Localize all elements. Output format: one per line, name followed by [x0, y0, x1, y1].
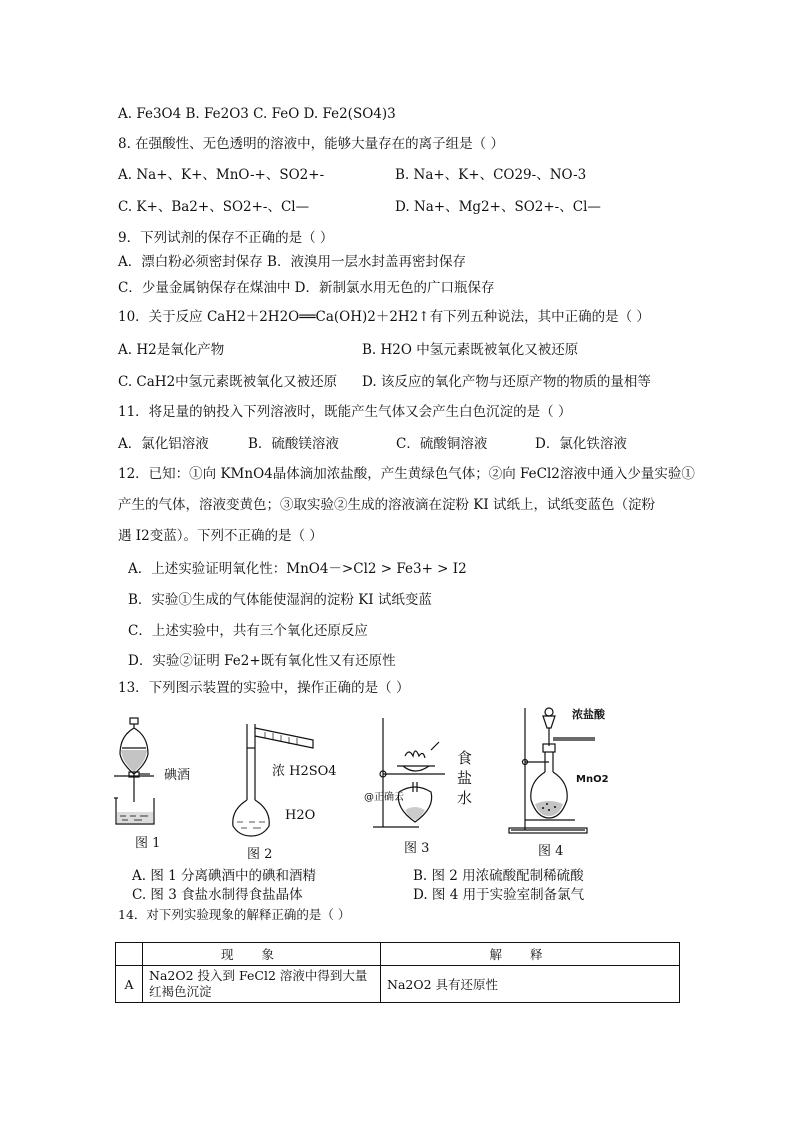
table-cell-phenomenon: Na2O2 投入到 FeCl2 溶液中得到大量红褐色沉淀: [143, 966, 381, 1003]
figure-4-caption: 图 4: [538, 844, 564, 859]
q8-option-b: B. Na+、K+、CO29-、NO-3: [395, 167, 587, 183]
q11-stem: 11．将足量的钠投入下列溶液时，既能产生气体又会产生白色沉淀的是（ ）: [118, 404, 572, 420]
table-cell-explain: Na2O2 具有还原性: [381, 966, 680, 1003]
figure-1-label: 碘酒: [164, 768, 191, 783]
q12-option-a: A．上述实验证明氧化性：MnO4－>Cl2 > Fe3+ > I2: [128, 561, 467, 577]
figure-1-separating-funnel: [110, 712, 210, 832]
q8-option-d: D. Na+、Mg2+、SO2+-、Cl—: [395, 199, 601, 215]
q8-stem: 8. 在强酸性、无色透明的溶液中，能够大量存在的离子组是（ ）: [118, 136, 504, 152]
q11-option-c: C．硫酸铜溶液: [396, 436, 488, 452]
q9-stem: 9．下列试剂的保存不正确的是（ ）: [118, 230, 334, 246]
figure-2-volumetric-flask: [225, 718, 325, 843]
q10-stem: 10．关于反应 CaH2＋2H2O══Ca(OH)2＋2H2↑有下列五种说法，其中正确的是（ ）: [118, 309, 650, 325]
q12-option-b: B．实验①生成的气体能使湿润的淀粉 KI 试纸变蓝: [128, 592, 432, 608]
table-row-label: A: [116, 966, 143, 1003]
q13-option-a: A. 图 1 分离碘酒中的碘和酒精: [132, 868, 317, 884]
table-row: [116, 966, 680, 1003]
figure-3-evaporation-setup: [365, 712, 465, 837]
q11-option-b: B．硫酸镁溶液: [248, 436, 339, 452]
q8-option-a: A. Na+、K+、MnO-+、SO2+-: [118, 167, 325, 183]
q13-option-b: B. 图 2 用浓硫酸配制稀硫酸: [413, 868, 584, 884]
table-header-explain: 解释: [381, 943, 680, 966]
q11-option-d: D．氯化铁溶液: [535, 436, 627, 452]
figure-2-caption: 图 2: [247, 847, 273, 862]
figure-3-caption: 图 3: [404, 841, 430, 856]
figure-2-water-label: H2O: [285, 808, 316, 823]
q12-stem-line2: 产生的气体，溶液变黄色；③取实验②生成的溶液滴在淀粉 KI 试纸上，试纸变蓝色（淀粉: [118, 497, 655, 513]
q12-option-d: D．实验②证明 Fe2+既有氧化性又有还原性: [128, 653, 396, 669]
table-header-row: [116, 943, 680, 966]
q14-stem: 14．对下列实验现象的解释正确的是（ ）: [118, 907, 351, 922]
q13-stem: 13．下列图示装置的实验中，操作正确的是（ ）: [118, 680, 410, 696]
q8-option-c: C. K+、Ba2+、SO2+-、Cl—: [118, 199, 310, 215]
q10-option-c: C. CaH2中氢元素既被氧化又被还原: [118, 374, 338, 390]
figure-3-saltwater-label: 食盐水: [457, 749, 473, 807]
q12-stem-line3: 遇 I2变蓝）。下列不正确的是（ ）: [118, 528, 323, 544]
figure-4-chlorine-apparatus: [505, 704, 605, 837]
table-corner-cell: [116, 943, 143, 966]
q7-options: A. Fe3O4 B. Fe2O3 C. FeO D. Fe2(SO4)3: [118, 106, 396, 122]
q13-option-c: C. 图 3 食盐水制得食盐晶体: [132, 887, 303, 903]
figure-4-acid-label: 浓盐酸: [572, 708, 605, 721]
q12-stem-line1: 12．已知：①向 KMnO4晶体滴加浓盐酸，产生黄绿色气体；②向 FeCl2溶液中通入少量实验①: [118, 466, 695, 482]
q10-option-d: D. 该反应的氧化产物与还原产物的物质的量相等: [362, 374, 651, 390]
figure-4-mno2-label: MnO2: [576, 774, 609, 785]
q12-option-c: C．上述实验中，共有三个氧化还原反应: [128, 623, 368, 639]
q13-option-d: D. 图 4 用于实验室制备氯气: [413, 887, 585, 903]
q10-option-b: B. H2O 中氢元素既被氧化又被还原: [362, 342, 579, 358]
table-header-phenomenon: 现象: [143, 943, 381, 966]
figure-2-acid-label: 浓 H2SO4: [272, 764, 337, 779]
q9-options-ab: A．漂白粉必须密封保存 B．液溴用一层水封盖再密封保存: [118, 254, 466, 270]
q11-option-a: A．氯化铝溶液: [118, 436, 209, 452]
figure-1-caption: 图 1: [135, 836, 161, 851]
q9-options-cd: C．少量金属钠保存在煤油中 D．新制氯水用无色的广口瓶保存: [118, 280, 495, 296]
q10-option-a: A. H2是氧化产物: [118, 342, 225, 358]
figure-3-watermark: @正确云: [364, 792, 404, 803]
q14-table: [115, 942, 680, 1003]
